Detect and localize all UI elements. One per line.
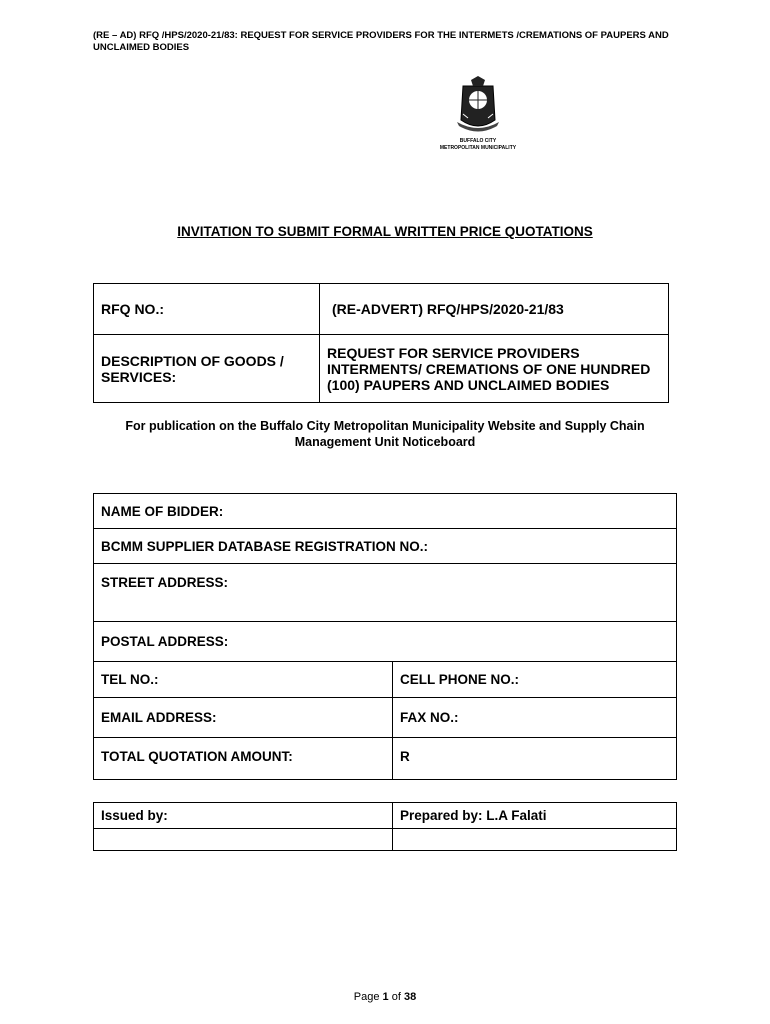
description-value: REQUEST FOR SERVICE PROVIDERS INTERMENTS/ CREMATIONS OF ONE HUNDRED (100) PAUPERS AND UNCLAIMED BODIES xyxy=(320,335,669,403)
page-footer xyxy=(0,991,770,1003)
quotation-currency-field[interactable]: R xyxy=(393,738,677,780)
logo-line-1: BUFFALO CITY xyxy=(459,138,497,144)
fax-number-field[interactable]: FAX NO.: xyxy=(393,698,677,738)
document-title: INVITATION TO SUBMIT FORMAL WRITTEN PRICE QUOTATIONS xyxy=(177,224,593,239)
page-of: of xyxy=(391,991,401,1003)
email-address-field[interactable]: EMAIL ADDRESS: xyxy=(94,698,393,738)
municipality-logo xyxy=(433,76,523,152)
page-total: 38 xyxy=(403,991,417,1003)
document-reference-header: (RE – AD) RFQ /HPS/2020-21/83: REQUEST FOR SERVICE PROVIDERS FOR THE INTERMETS /CREMATIONS OF PAUPERS AND UNCLAIMED BODIES xyxy=(93,30,669,53)
issued-by-signature-field[interactable] xyxy=(94,829,393,851)
street-address-field[interactable]: STREET ADDRESS: xyxy=(94,564,677,622)
rfq-number-label: RFQ NO.: xyxy=(94,284,320,335)
description-label: DESCRIPTION OF GOODS / SERVICES: xyxy=(94,335,320,403)
page-prefix: Page xyxy=(353,991,380,1003)
total-quotation-amount-field[interactable]: TOTAL QUOTATION AMOUNT: xyxy=(94,738,393,780)
issued-by-label: Issued by: xyxy=(94,803,393,829)
rfq-table xyxy=(93,283,669,403)
bidder-details-table xyxy=(93,493,677,780)
page-number: 1 xyxy=(382,991,389,1003)
logo-line-2: METROPOLITAN MUNICIPALITY xyxy=(439,145,517,151)
prepared-by-signature-field[interactable] xyxy=(393,829,677,851)
tel-number-field[interactable]: TEL NO.: xyxy=(94,662,393,698)
issued-prepared-table xyxy=(93,802,677,851)
cell-phone-field[interactable]: CELL PHONE NO.: xyxy=(393,662,677,698)
prepared-by-label: Prepared by: L.A Falati xyxy=(393,803,677,829)
rfq-number-value: (RE-ADVERT) RFQ/HPS/2020-21/83 xyxy=(320,284,669,335)
registration-number-field[interactable]: BCMM SUPPLIER DATABASE REGISTRATION NO.: xyxy=(94,529,677,564)
name-of-bidder-field[interactable]: NAME OF BIDDER: xyxy=(94,494,677,529)
publication-note: For publication on the Buffalo City Metropolitan Municipality Website and Supply Chain Management Unit Noticeboard xyxy=(125,419,645,449)
postal-address-field[interactable]: POSTAL ADDRESS: xyxy=(94,622,677,662)
